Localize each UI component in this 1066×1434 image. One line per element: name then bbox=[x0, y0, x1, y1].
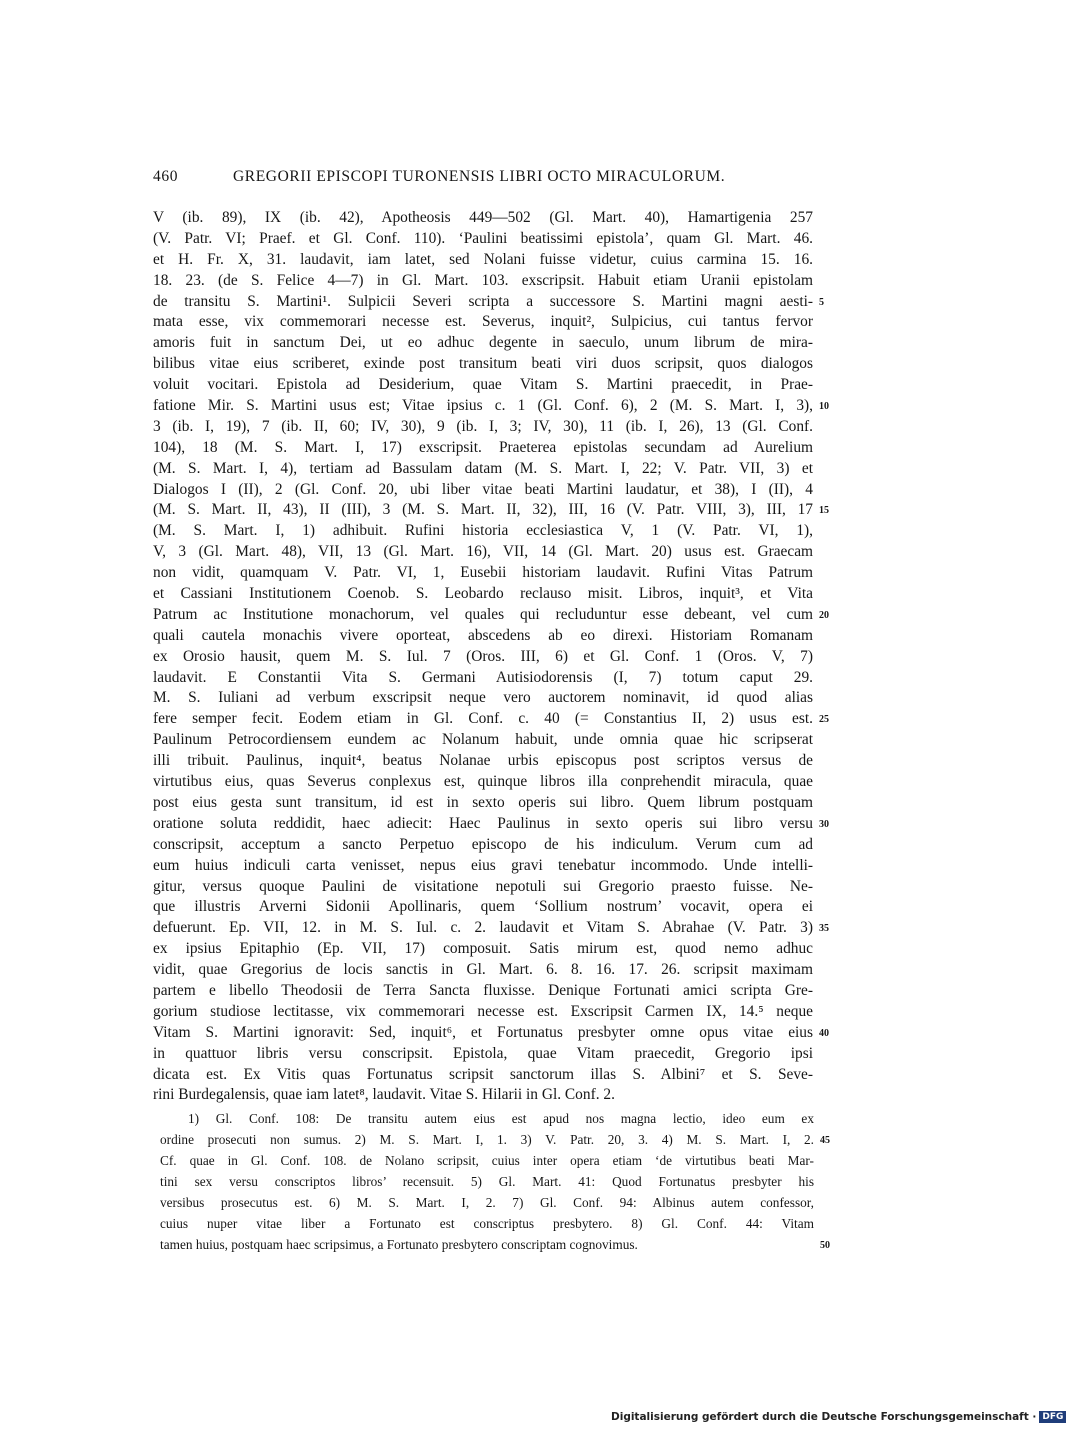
text-line-content: ex Orosio hausit, quem M. S. Iul. 7 (Oros. III, 6) et Gl. Conf. 1 (Oros. V, 7) bbox=[153, 647, 813, 665]
text-line-content: V, 3 (Gl. Mart. 48), VII, 13 (Gl. Mart. 16), VII, 14 (Gl. Mart. 20) usus est. Graecam bbox=[153, 543, 813, 561]
line-number: 20 bbox=[819, 609, 829, 621]
text-line bbox=[153, 1023, 829, 1044]
text-line-content: in quattuor libris versu conscripsit. Epistola, quae Vitam praecedit, Gregorio ipsi bbox=[153, 1044, 813, 1062]
text-line bbox=[153, 333, 813, 354]
text-line-content: 104), 18 (M. S. Mart. I, 17) exscripsit. Praeterea epistolas secundam ad Aurelium bbox=[153, 438, 813, 456]
line-number: 10 bbox=[819, 401, 829, 413]
line-number: 45 bbox=[820, 1135, 830, 1146]
text-line bbox=[153, 480, 813, 501]
credit-text: Digitalisierung gefördert durch die Deutsche Forschungsgemeinschaft · bbox=[611, 1411, 1037, 1423]
text-line bbox=[153, 438, 813, 459]
text-line bbox=[153, 312, 813, 333]
text-line bbox=[153, 772, 813, 793]
text-line bbox=[153, 1002, 813, 1023]
text-line-content: Paulinum Petrocordiensem eundem ac Nolanum habuit, unde omnia quae hic scripserat bbox=[153, 731, 813, 749]
text-line bbox=[153, 500, 829, 521]
text-line-content: (V. Patr. VI; Praef. et Gl. Conf. 110). ‘Paulini beatissimi epistola’, quam Gl. Mart. 46. bbox=[153, 229, 813, 247]
text-line bbox=[153, 688, 813, 709]
text-line-content: (M. S. Mart. I, 1) adhibuit. Rufini historia ecclesiastica V, 1 (V. Patr. VI, 1), bbox=[153, 522, 813, 540]
text-line-content: (M. S. Mart. II, 43), II (III), 3 (M. S. Mart. II, 32), III, 16 (V. Patr. VIII, 3), III, 17 bbox=[153, 501, 813, 519]
text-line bbox=[153, 459, 813, 480]
text-line bbox=[153, 521, 813, 542]
text-line bbox=[153, 1065, 813, 1086]
text-line-content: amoris fuit in sanctum Dei, ut eo adhuc degente in saeculo, unum librum de mira- bbox=[153, 334, 813, 352]
footnote-line bbox=[160, 1213, 814, 1234]
footnote-line bbox=[160, 1108, 814, 1129]
line-number: 5 bbox=[819, 296, 824, 308]
text-line bbox=[153, 354, 813, 375]
line-number: 30 bbox=[819, 818, 829, 830]
footnote-line bbox=[160, 1192, 814, 1213]
text-line-content: Dialogos I (II), 2 (Gl. Conf. 20, ubi liber vitae beati Martini laudatur, et 38), I (II), 4 bbox=[153, 480, 813, 498]
text-line bbox=[153, 897, 813, 918]
digitization-credit bbox=[611, 1411, 1066, 1423]
text-line-content: fere semper fecit. Eodem etiam in Gl. Conf. c. 40 (= Constantius II, 2) usus est. bbox=[153, 710, 813, 728]
text-line-content: M. S. Iuliani ad verbum exscripsit neque vero auctorem nominavit, id quod alias bbox=[153, 689, 813, 707]
text-line-content: 18. 23. (de S. Felice 4—7) in Gl. Mart. 103. exscripsit. Habuit etiam Uranii epistolam bbox=[153, 271, 813, 289]
text-line-content: 3 (ib. I, 19), 7 (ib. II, 60; IV, 30), 9 (ib. I, 3; IV, 30), 11 (ib. I, 26), 13 (Gl. Conf. bbox=[153, 417, 813, 435]
text-line-content: ex ipsius Epitaphio (Ep. VII, 17) composuit. Satis mirum est, quod nemo adhuc bbox=[153, 940, 813, 958]
text-line bbox=[153, 229, 813, 250]
text-line-content: que illustris Arverni Sidonii Apollinaris, quem ‘Sollium nostrum’ vocavit, opera ei bbox=[153, 898, 813, 916]
text-line-content: Patrum ac Institutione monachorum, vel quales qui recluduntur esse debeant, vel cum bbox=[153, 605, 813, 623]
line-number: 15 bbox=[819, 505, 829, 517]
text-line-content: voluit vocitari. Epistola ad Desiderium, quae Vitam S. Martini praecedit, in Prae- bbox=[153, 376, 813, 394]
footnote-line-content: 1) Gl. Conf. 108: De transitu autem eius est apud nos magna lectio, ideo eum ex bbox=[188, 1111, 814, 1126]
line-number: 40 bbox=[819, 1027, 829, 1039]
text-line bbox=[153, 250, 813, 271]
footnote-line-content: Cf. quae in Gl. Conf. 108. de Nolano scripsit, cuius inter opera etiam ‘de virtutibus beati Mar- bbox=[160, 1153, 814, 1168]
text-line-content: vidit, quae Gregorius de locis sanctis in Gl. Mart. 6. 8. 16. 17. 26. scripsit maximam bbox=[153, 961, 813, 979]
text-line-content: et H. Fr. X, 31. laudavit, iam latet, sed Nolani fuisse videtur, cuius carmina 15. 16. bbox=[153, 250, 813, 268]
footnote-line-content: cuius nuper vitae liber a Fortunato est conscriptus presbytero. 8) Gl. Conf. 44: Vitam bbox=[160, 1216, 814, 1231]
text-line bbox=[153, 668, 813, 689]
text-line bbox=[153, 709, 829, 730]
text-line bbox=[153, 605, 829, 626]
text-line bbox=[153, 751, 813, 772]
dfg-logo: DFG bbox=[1039, 1411, 1066, 1423]
line-number: 25 bbox=[819, 714, 829, 726]
footnote-line bbox=[160, 1129, 830, 1150]
text-line-content: bilibus vitae eius scriberet, exinde post transitum beati viri duos scripsit, quos dialogos bbox=[153, 355, 813, 373]
text-line bbox=[153, 292, 824, 313]
text-line bbox=[153, 417, 813, 438]
text-line-content: oratione soluta reddidit, haec adiecit: Haec Paulinus in sexto operis sui libro versu bbox=[153, 814, 813, 832]
text-line-content: conscripsit, acceptum a sancto Perpetuo episcopo de his indiculum. Verum cum ad bbox=[153, 835, 813, 853]
text-line bbox=[153, 1044, 813, 1065]
text-line-content: dicata est. Ex Vitis quas Fortunatus scripsit sanctorum illas S. Albini⁷ et S. Seve- bbox=[153, 1065, 813, 1083]
text-line-content: partem e libello Theodosii de Terra Sancta fluxisse. Denique Fortunati amici scripta Gre- bbox=[153, 981, 813, 999]
text-line bbox=[153, 939, 813, 960]
text-line-content: gitur, versus quoque Paulini de visitatione nepotuli sui Gregorio praesto fuisse. Ne- bbox=[153, 877, 813, 895]
text-line-content: gorium studiose lectitasse, vix commemorari necesse est. Exscripsit Carmen IX, 14.⁵ neque bbox=[153, 1002, 813, 1020]
line-number: 50 bbox=[820, 1240, 830, 1251]
text-line-content: fatione Mir. S. Martini usus est; Vitae ipsius c. 1 (Gl. Conf. 6), 2 (M. S. Mart. I, 3), bbox=[153, 397, 813, 415]
text-line bbox=[153, 1085, 813, 1106]
text-line bbox=[153, 856, 813, 877]
text-line-content: V (ib. 89), IX (ib. 42), Apotheosis 449—502 (Gl. Mart. 40), Hamartigenia 257 bbox=[153, 209, 813, 226]
main-text bbox=[153, 208, 829, 1106]
text-line-content: mata esse, vix commemorari necesse est. Severus, inquit², Sulpicius, cui tantus fervor bbox=[153, 313, 813, 331]
text-line-content: rini Burdegalensis, quae iam latet⁸, laudavit. Vitae S. Hilarii in Gl. Conf. 2. bbox=[153, 1086, 615, 1104]
text-line bbox=[153, 584, 813, 605]
text-line-content: post eius gesta sunt transitum, id est in sexto operis sui libro. Quem librum postquam bbox=[153, 793, 813, 811]
text-line-content: eum huius indiculi carta venisset, nepus eius gravi tenebatur incommodo. Unde intelli- bbox=[153, 856, 813, 874]
text-line bbox=[153, 918, 829, 939]
text-line bbox=[153, 375, 813, 396]
footnote-line-content: tini sex versu conscriptos libros’ recensuit. 5) Gl. Mart. 41: Quod Fortunatus presbyter his bbox=[160, 1174, 814, 1189]
text-line bbox=[153, 647, 813, 668]
text-line bbox=[153, 542, 813, 563]
text-line-content: virtutibus eius, quas Severus conplexus est, quinque libros illa conprehendit miracula, quae bbox=[153, 773, 813, 791]
text-line bbox=[153, 960, 813, 981]
text-line bbox=[153, 793, 813, 814]
footnote-line-content: versibus prosecutus est. 6) M. S. Mart. I, 2. 7) Gl. Conf. 94: Albinus autem confessor, bbox=[160, 1195, 814, 1210]
text-line bbox=[153, 396, 829, 417]
footnote-line-content: tamen huius, postquam haec scripsimus, a Fortunato presbytero conscriptam cognovimus. bbox=[160, 1237, 638, 1252]
footnote-line bbox=[160, 1234, 830, 1255]
text-line bbox=[153, 835, 813, 856]
text-line bbox=[153, 814, 829, 835]
footnote-line bbox=[160, 1171, 814, 1192]
running-title: GREGORII EPISCOPI TURONENSIS LIBRI OCTO MIRACULORUM. bbox=[233, 168, 726, 185]
text-line-content: quali cautela monachis vivere oporteat, abscedens ab eo direxi. Historiam Romanam bbox=[153, 626, 813, 644]
text-line bbox=[153, 981, 813, 1002]
text-line bbox=[153, 563, 813, 584]
text-line bbox=[153, 271, 813, 292]
text-line-content: de transitu S. Martini¹. Sulpicii Severi scripta a successore S. Martini magni aesti- bbox=[153, 292, 813, 310]
page-number: 460 bbox=[153, 168, 179, 185]
text-line-content: et Cassiani Institutionem Coenob. S. Leobardo reclauso misit. Libros, inquit³, et Vita bbox=[153, 585, 813, 603]
footnote-line-content: ordine prosecuti non sumus. 2) M. S. Mart. I, 1. 3) V. Patr. 20, 3. 4) M. S. Mart. I, 2. bbox=[160, 1132, 814, 1147]
text-line bbox=[153, 208, 813, 229]
text-line-content: non vidit, quamquam V. Patr. VI, 1, Eusebii historiam laudavit. Rufini Vitas Patrum bbox=[153, 564, 813, 582]
text-line-content: defuerunt. Ep. VII, 12. in M. S. Iul. c. 2. laudavit et Vitam S. Abrahae (V. Patr. 3) bbox=[153, 919, 813, 937]
text-line bbox=[153, 730, 813, 751]
text-line bbox=[153, 877, 813, 898]
line-number: 35 bbox=[819, 923, 829, 935]
text-line-content: (M. S. Mart. I, 4), tertiam ad Bassulam datam (M. S. Mart. I, 22; V. Patr. VII, 3) et bbox=[153, 459, 813, 477]
text-line-content: Vitam S. Martini ignoravit: Sed, inquit⁶, et Fortunatus presbyter omne opus vitae eius bbox=[153, 1023, 813, 1041]
text-line-content: illi tribuit. Paulinus, inquit⁴, beatus Nolanae urbis episcopus post scriptos versus de bbox=[153, 752, 813, 770]
footnotes bbox=[160, 1108, 830, 1255]
text-line bbox=[153, 626, 813, 647]
text-line-content: laudavit. E Constantii Vita S. Germani Autisiodorensis (I, 7) totum caput 29. bbox=[153, 668, 813, 686]
footnote-line bbox=[160, 1150, 814, 1171]
